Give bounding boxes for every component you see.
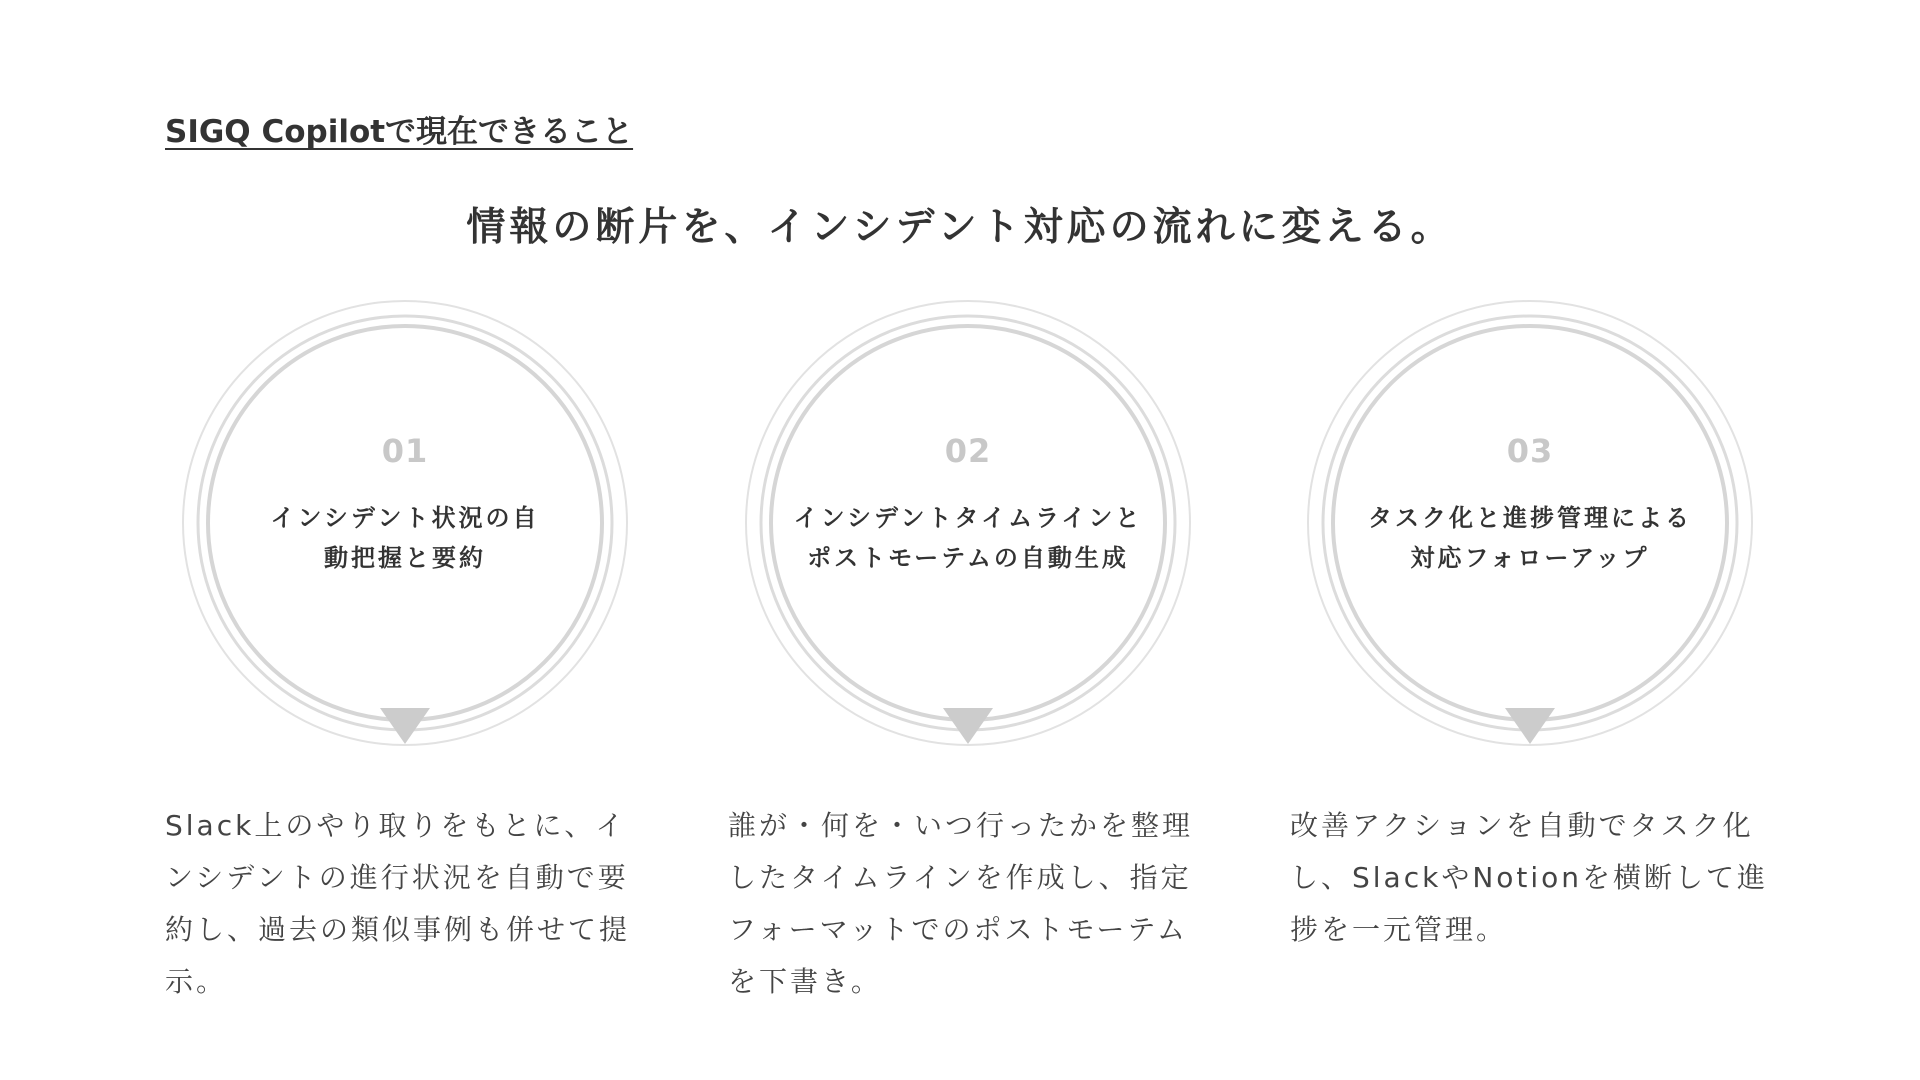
feature-title-line-2: ポストモーテムの自動生成 xyxy=(807,544,1129,572)
feature-number: 03 xyxy=(1506,432,1554,470)
feature-number: 01 xyxy=(381,432,429,470)
pointer-triangle-1 xyxy=(380,708,430,744)
pointer-triangle-2 xyxy=(943,708,993,744)
feature-description-2: 誰が・何を・いつ行ったかを整理したタイムラインを作成し、指定フォーマットでのポストモーテムを下書き。 xyxy=(728,809,1194,998)
feature-title-line-2: 動把握と要約 xyxy=(324,544,486,572)
feature-description-3: 改善アクションを自動でタスク化し、SlackやNotionを横断して進捗を一元管理。 xyxy=(1290,809,1769,946)
feature-description-1: Slack上のやり取りをもとに、インシデントの進行状況を自動で要約し、過去の類似事例も併せて提示。 xyxy=(165,809,631,998)
feature-title-line-2: 対応フォローアップ xyxy=(1410,544,1650,572)
pointer-triangle-3 xyxy=(1505,708,1555,744)
section-label: SIGQ Copilotで現在できること xyxy=(165,114,634,150)
feature-title-line-1: インシデント状況の自 xyxy=(270,504,540,532)
feature-number: 02 xyxy=(944,432,992,470)
feature-card-1 xyxy=(180,298,630,750)
feature-title xyxy=(205,498,605,578)
headline: 情報の断片を、インシデント対応の流れに変える。 xyxy=(466,205,1454,250)
feature-title xyxy=(768,498,1168,578)
feature-title xyxy=(1330,498,1730,578)
feature-card-3 xyxy=(1305,298,1755,750)
feature-card-2 xyxy=(743,298,1193,750)
feature-title-line-1: タスク化と進捗管理による xyxy=(1368,504,1692,532)
feature-title-line-1: インシデントタイムラインと xyxy=(793,504,1143,532)
